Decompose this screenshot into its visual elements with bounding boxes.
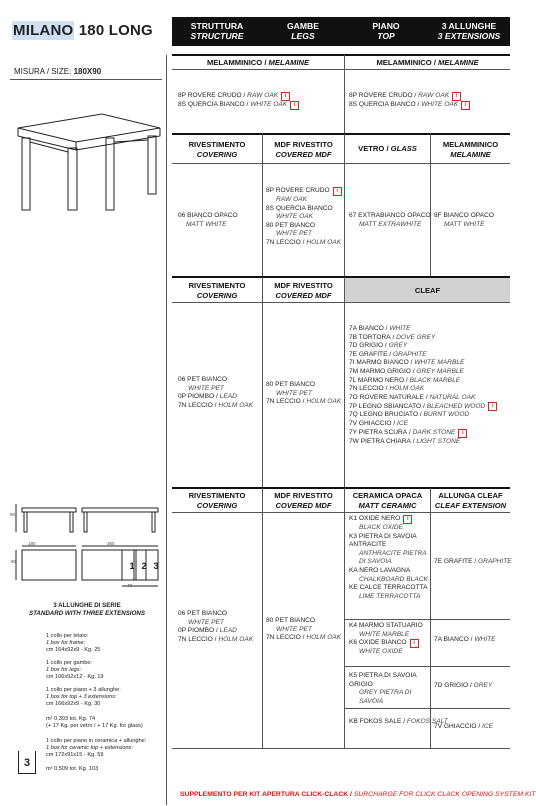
glass-header: VETRO / GLASS — [358, 144, 417, 153]
info-icon: i — [461, 101, 470, 110]
covering-header-2: RIVESTIMENTO COVERING — [188, 281, 246, 300]
cleaf-extension-header: ALLUNGA CLEAF CLEAF EXTENSION — [434, 491, 507, 510]
size-label: MISURA / SIZE: 180X90 — [14, 67, 102, 76]
ext-row-2: 7A BIANCO / WHITE — [434, 636, 496, 643]
dim-e-label: 40 — [127, 583, 133, 588]
info-icon: i — [458, 429, 467, 438]
ceramic-group-4: KB FOKOS SALE / FOKOS SALT — [349, 718, 448, 725]
structure-melamine-header-1: MELAMMINICO / MELAMINE — [206, 58, 310, 67]
covered-mdf-header-2: MDF RIVESTITO COVERED MDF — [274, 281, 333, 300]
info-icon: i — [488, 402, 497, 411]
column-header-bar — [172, 17, 510, 46]
packaging-info: 1 collo per telaio: 1 box for frame: cm 164x92x9 - Kg. 25 1 collo per gambe: 1 box for legs: cm 106x92x12 - Kg. 19 1 collo per piano + 3 allunghe: 1 box for top + 3 extensions: cm 166x92x9 - Kg. 30 m² 0,393 tot. Kg. 74 (+ 17 Kg. per vetro / + 17 Kg. for glass) 1 collo per piano in ceramica + allunghe: 1 box for ceramic top + extensions: cm 172x91x15 - Kg. 59 m² 0,509 tot. Kg. 103 — [46, 633, 147, 772]
covered-mdf-header: MDF RIVESTITO COVERED MDF — [274, 140, 333, 159]
covering-header-3: RIVESTIMENTO COVERING — [188, 491, 246, 510]
dim-a-label: 180 — [28, 541, 36, 546]
header-legs: GAMBE LEGS — [287, 21, 319, 41]
ext-row-1: 7E GRAFITE / GRAPHITE — [434, 558, 512, 565]
ceramic-group-2: K4 MARMO STATUARIO WHITE MARBLE K6 OXIDE BIANCO i WHITE OXIDE — [349, 622, 423, 656]
info-icon: i — [333, 187, 342, 196]
mdf-finishes-2: 80 PET BIANCO WHITE PET 7N LECCIO / HOLM OAK — [266, 381, 342, 406]
glass-finishes: 67 EXTRABIANCO OPACO MATT EXTRAWHITE — [349, 212, 431, 228]
melamine-top-header: MELAMMINICO MELAMINE — [442, 140, 499, 159]
info-icon: i — [281, 92, 290, 101]
model-version: 180 LONG — [78, 22, 153, 39]
ext-row-4: 7V GHIACCIO / ICE — [434, 723, 494, 730]
product-title — [12, 22, 153, 39]
surcharge-note: SUPPLEMENTO PER KIT APERTURA CLICK-CLACK / SURCHARGE FOR CLICK CLACK OPENING SYSTEM KIT — [180, 791, 536, 798]
cleaf-finishes: 7A BIANCO / WHITE 7B TORTORA / DOVE GREY 7D GRIGIO / GREY 7E GRAFITE / GRAPHITE 7I MARMO BIANCO / WHITE MARBLE 7M MARMO GRIGIO / GREY MARBLE 7L MARMO NERO / BLACK MARBLE 7N LECCIO / HOLM OAK 7O ROVERE NATURALE / NATURAL OAK 7P LEGNO SBIANCATO / BLEACHED WOOD i 7Q LEGNO BRUCIATO / BURNT WOOD 7V GHIACCIO / ICE 7Y PIETRA SCURA / DARK STONE i 7W PIETRA CHIARA / LIGHT STONE — [349, 325, 497, 446]
ceramic-group-1: K1 OXIDE NERO i BLACK OXIDE K3 PIETRA DI SAVOIA ANTRACITE ANTHRACITE PIETRA DI SAVOIA KA NERO LAVAGNA CHALKBOARD BLACK KE CALCE TERRACOTTA LIME TERRACOTTA — [349, 515, 428, 600]
dim-c-label: 90 — [11, 559, 17, 564]
matt-ceramic-header: CERAMICA OPACA MATT CERAMIC — [352, 491, 423, 510]
extensions-caption: 3 ALLUNGHE DI SERIE STANDARD WITH THREE EXTENSIONS — [28, 602, 146, 617]
dim-d-label: 60 — [10, 512, 16, 517]
melamine-top-finishes: 8F BIANCO OPACO MATT WHITE — [434, 212, 494, 228]
header-top: PIANO TOP — [372, 21, 400, 41]
table-illustration — [16, 112, 166, 217]
covering-finishes-3: 06 PET BIANCO WHITE PET 0P PIOMBO / LEAD 7N LECCIO / HOLM OAK — [178, 610, 254, 643]
covering-header: RIVESTIMENTO COVERING — [188, 140, 246, 159]
structure-col1-finishes: 8P ROVERE CRUDO / RAW OAK i 8S QUERCIA BIANCO / WHITE OAK i — [178, 92, 299, 110]
info-icon: i — [290, 101, 299, 110]
info-icon: i — [403, 515, 412, 524]
mdf-finishes: 8P ROVERE CRUDO i RAW OAK 8S QUERCIA BIANCO WHITE OAK 80 PET BIANCO WHITE PET 7N LECCIO / HOLM OAK — [266, 187, 342, 246]
size-value: 180X90 — [73, 67, 102, 76]
info-icon: i — [410, 639, 419, 648]
ceramic-group-3: K5 PIETRA DI SAVOIA GRIGIO GREY PIETRA DI SAVOIA — [349, 672, 417, 705]
extension-numbers: 1 2 3 — [129, 561, 159, 571]
left-column-divider — [166, 55, 167, 805]
ext-row-3: 7D GRIGIO / GREY — [434, 682, 493, 689]
model-name: MILANO — [13, 22, 74, 39]
dimension-drawings — [12, 500, 164, 596]
dim-b-label: 360 — [107, 541, 115, 546]
covered-mdf-header-3: MDF RIVESTITO COVERED MDF — [274, 491, 333, 510]
covering-finishes-2: 06 PET BIANCO WHITE PET 0P PIOMBO / LEAD 7N LECCIO / HOLM OAK — [178, 376, 254, 409]
header-structure: STRUTTURA STRUCTURE — [190, 21, 244, 41]
structure-melamine-header-2: MELAMMINICO / MELAMINE — [376, 58, 479, 67]
structure-col2-finishes: 8P ROVERE CRUDO / RAW OAK i 8S QUERCIA BIANCO / WHITE OAK i — [349, 92, 470, 110]
cleaf-header: CLEAF — [414, 286, 441, 295]
info-icon: i — [452, 92, 461, 101]
mdf-finishes-3: 80 PET BIANCO WHITE PET 7N LECCIO / HOLM OAK — [266, 617, 342, 642]
covering-finishes: 06 BIANCO OPACO MATT WHITE — [178, 212, 238, 228]
header-extensions: 3 ALLUNGHE 3 EXTENSIONS — [437, 21, 501, 41]
box-icon: 3 — [18, 751, 36, 774]
